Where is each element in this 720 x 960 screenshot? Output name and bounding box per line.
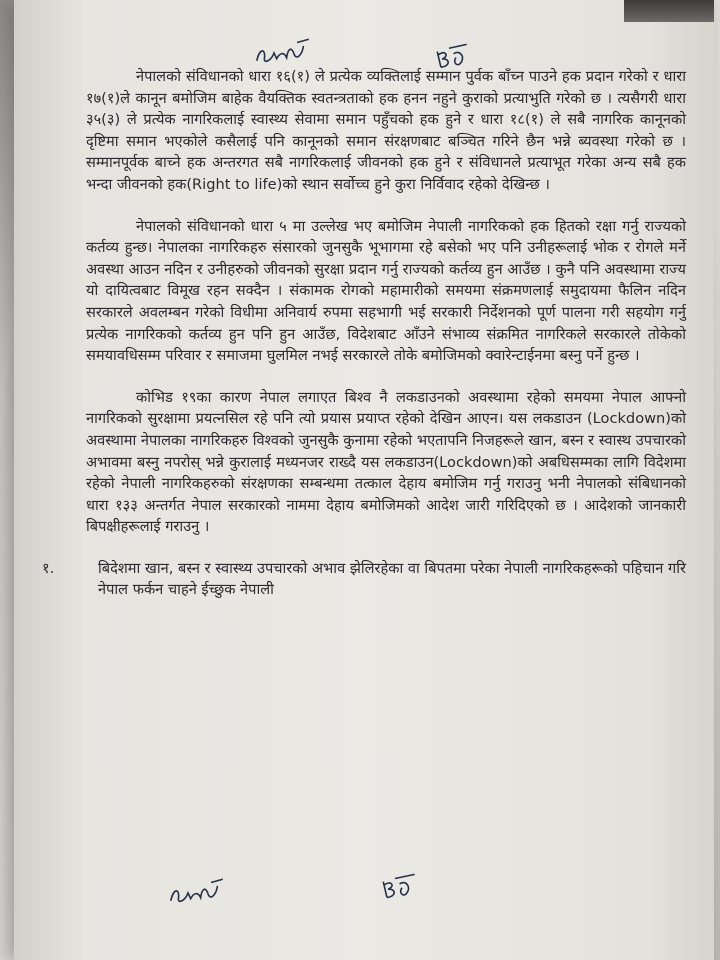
paragraph-article-rights: नेपालको संविधानको धारा १६(१) ले प्रत्येक व्यक्तिलाई सम्मान पुर्वक बाँच्न पाउने हक प्रदान गरेको र धारा १७(१)ले कानून बमोजिम बाहेक वैयक्तिक स्वतन्त्रताको हक हनन नहुने कुराको प्रत्याभुति गरेको छ । त्यसैगरी धारा ३५(३) ले प्रत्येक नागरिकलाई स्वास्थ्य सेवामा समान पहुँचको हक हुने र धारा १८(१) ले सबै नागरिक कानूनको दृष्टिमा समान भएकोले कसैलाई पनि कानूनको समान संरक्षणबाट बञ्चित गरिने छैन भन्ने ब्यवस्था गरेको छ । सम्मानपूर्वक बाच्ने हक अन्तरगत सबै नागरिकलाई जीवनको हक हुने र संविधानले प्रत्याभूत गरेका अन्य सबै हक भन्दा जीवनको हक(Right to life)को स्थान सर्वोच्च हुने कुरा निर्विवाद रहेको देखिन्छ ।: [86, 68, 686, 193]
signature-bottom-left: [164, 873, 229, 911]
list-item-text: बिदेशमा खान, बस्न र स्वास्थ्य उपचारको अभाव झेलिरहेका वा बिपतमा परेका नेपाली नागरिकहरूको पहिचान गरि नेपाल फर्कन चाहने ईच्छुक नेपाली: [98, 559, 687, 599]
paragraph-state-duty: नेपालको संविधानको धारा ५ मा उल्लेख भए बमोजिम नेपाली नागरिकको हक हितको रक्षा गर्नु राज्यको कर्तव्य हुन्छ। नेपालका नागरिकहरु संसारको जुनसुकै भूभागमा रहे बसेको भए पनि उनीहरूलाई भोक र रोगले मर्ने अवस्था आउन नदिन र उनीहरुको जीवनको सुरक्षा प्रदान गर्नु राज्यको कर्तव्य हुन आउँछ । कुनै पनि अवस्थामा राज्य यो दायित्वबाट विमूख रहन सक्दैन । संकामक रोगको महामारीको समयमा संक्रमणलाई समुदायमा फैलिन नदिन सरकारले अवलम्बन गरेको विधीमा अनिवार्य रुपमा सहभागी भई सरकारी निर्देशनको पूर्ण पालना गरी सहयोग गर्नु प्रत्येक नागरिकको कर्तव्य हुन पनि हुन आउँछ, विदेशबाट आँउने संभाव्य संक्रमित नागरिकले सरकारले तोकेको समयावधिसम्म परिवार र समाजमा घुलमिल नभई सरकारले तोके बमोजिमको क्वारेन्टाईनमा बस्नु पर्ने हुन्छ ।: [86, 217, 686, 365]
list-item: [42, 558, 687, 601]
paragraph-lockdown-order: कोभिड १९का कारण नेपाल लगाएत बिश्व नै लकडाउनको अवस्थामा रहेको समयमा नेपाल आफ्नो नागरिकको सुरक्षामा प्रयत्नसिल रहे पनि त्यो प्रयास प्रयाप्त रहेको देखिन आएन। यस लकडाउन (Lockdown)को अवस्थामा नेपालका नागरिकहरु विश्वको जुनसुकै कुनामा रहेको भएतापनि निजहरूले खान, बस्न र स्वास्थ उपचारको अभावमा बस्नु नपरोस् भन्ने कुरालाई मध्यनजर राख्दै यस लकडाउन(Lockdown)को अबधिसम्मका लागि विदेशमा रहेको नेपाली नागरिकहरुको संरक्षणका सम्बन्धमा तत्काल देहाय बमोजिम गर्नु गराउनु भनी नेपालको संबिधानको धारा १३३ अन्तर्गत नेपाल सरकारको नाममा देहाय बमोजिमको आदेश जारी गरिदिएको छ । आदेशको जानकारी बिपक्षीहरूलाई गराउनु ।: [86, 388, 686, 536]
page-corner-shadow: [624, 0, 714, 22]
list-item-number: १.: [42, 559, 55, 577]
signature-bottom-right: [376, 870, 423, 906]
document-body: [42, 66, 687, 601]
